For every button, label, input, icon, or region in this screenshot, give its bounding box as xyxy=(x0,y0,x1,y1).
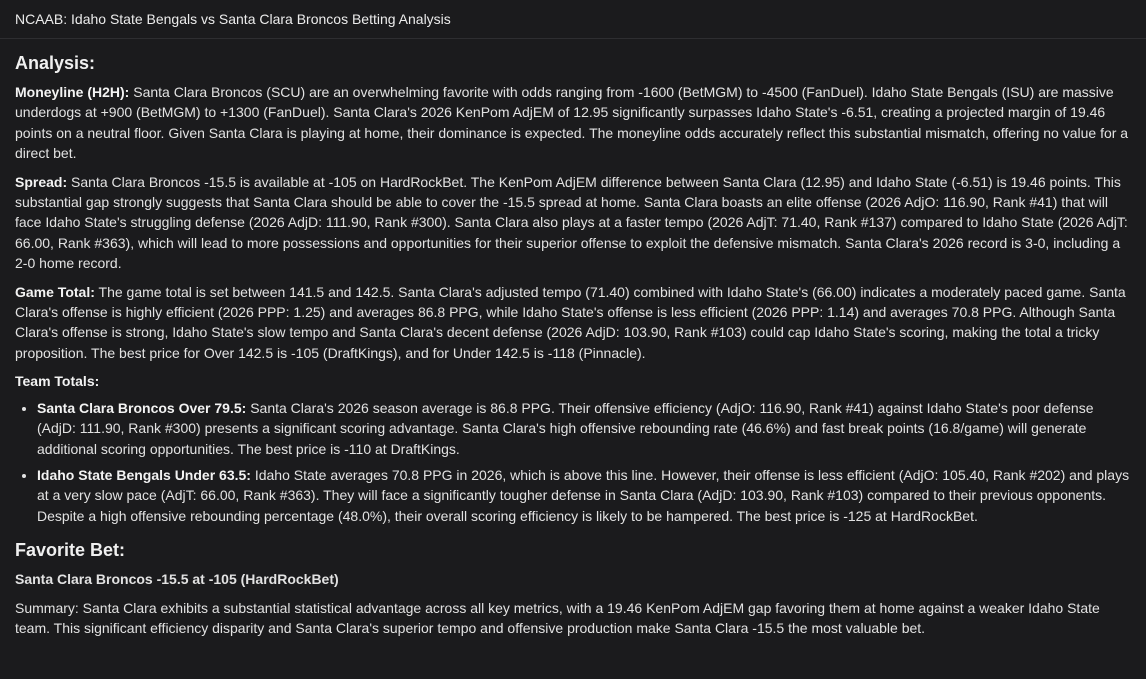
analysis-heading: Analysis: xyxy=(15,53,96,73)
team-totals-list xyxy=(15,398,1131,526)
page-header xyxy=(0,0,1146,39)
favorite-bet-heading: Favorite Bet: xyxy=(15,540,126,561)
spread-paragraph xyxy=(15,172,1131,274)
team-totals-label: Team Totals: xyxy=(15,373,100,390)
spread-label: Spread: xyxy=(15,173,68,190)
analysis-content xyxy=(0,52,1146,638)
page-title: NCAAB: Idaho State Bengals vs Santa Clara Broncos Betting Analysis xyxy=(15,11,451,27)
list-item xyxy=(37,465,1131,526)
game-total-text: The game total is set between 141.5 and 142.5. Santa Clara's adjusted tempo (71.40) combined with Idaho State's (66.00) indicates a moderately paced game. Santa Clara's offense is highly efficient (2026 PPP: 1.25) and averages 86.8 PPG, while Idaho State's offense is less efficient (2026 PPP: 1.14) and averages 70.8 PPG. Although Santa Clara's offense is strong, Idaho State's slow tempo and Santa Clara's decent defense (2026 AdjD: 103.90, Rank #103) could cap Idaho State's scoring, making the total a tricky proposition. The best price for Over 142.5 is -105 (DraftKings), and for Under 142.5 is -118 (Pinnacle). xyxy=(15,283,1126,361)
favorite-bet-title: Santa Clara Broncos -15.5 at -105 (HardRockBet) xyxy=(15,571,339,588)
game-total-paragraph xyxy=(15,282,1131,364)
team-total-label: Santa Clara Broncos Over 79.5: xyxy=(37,399,247,416)
team-total-label: Idaho State Bengals Under 63.5: xyxy=(37,466,251,483)
favorite-bet-summary: Summary: Santa Clara exhibits a substantial statistical advantage across all key metrics, with a 19.46 KenPom AdjEM gap favoring them at home against a weaker Idaho State team. This significant efficiency disparity and Santa Clara's superior tempo and offensive production make Santa Clara -15.5 the most valuable bet. xyxy=(15,599,1100,636)
list-item xyxy=(37,398,1131,459)
moneyline-label: Moneyline (H2H): xyxy=(15,84,130,100)
team-totals-paragraph xyxy=(15,371,1131,391)
game-total-label: Game Total: xyxy=(15,283,95,300)
moneyline-text: Santa Clara Broncos (SCU) are an overwhelming favorite with odds ranging from -1600 (BetMGM) to -4500 (FanDuel). Idaho State Bengals (ISU) are massive underdogs at +900 (BetMGM) to +1300 (FanDuel). Santa Clara's 2026 KenPom AdjEM of 12.95 significantly surpasses Idaho State's -6.51, creating a projected margin of 19.46 points on a neutral floor. Given Santa Clara is playing at home, their dominance is expected. The moneyline odds accurately reflect this substantial mismatch, offering no value for a direct bet. xyxy=(15,84,1129,162)
spread-text: Santa Clara Broncos -15.5 is available at -105 on HardRockBet. The KenPom AdjEM difference between Santa Clara (12.95) and Idaho State (-6.51) is 19.46 points. This substantial gap strongly suggests that Santa Clara should be able to cover the -15.5 spread at home. Santa Clara boasts an elite offense (2026 AdjO: 116.90, Rank #41) that will face Idaho State's struggling defense (2026 AdjD: 111.90, Rank #300). Santa Clara also plays at a faster tempo (2026 AdjT: 71.40, Rank #137) compared to Idaho State (2026 AdjT: 66.00, Rank #363), which will lead to more possessions and opportunities for their superior offense to exploit the defensive mismatch. Santa Clara's 2026 record is 3-0, including a 2-0 home record. xyxy=(15,173,1128,272)
team-total-text: Santa Clara's 2026 season average is 86.8 PPG. Their offensive efficiency (AdjO: 116.90, Rank #41) against Idaho State's poor defense (AdjD: 111.90, Rank #300) presents a significant scoring advantage. Santa Clara's high offensive rebounding rate (46.6%) and fast break points (16.8/game) will generate additional scoring opportunities. The best price is -110 at DraftKings. xyxy=(37,399,1094,457)
moneyline-paragraph xyxy=(15,82,1131,164)
team-total-text: Idaho State averages 70.8 PPG in 2026, which is above this line. However, their offense is less efficient (AdjO: 105.40, Rank #202) and plays at a very slow pace (AdjT: 66.00, Rank #363). They will face a significantly tougher defense in Santa Clara (AdjD: 103.90, Rank #103) compared to their previous opponents. Despite a high offensive rebounding percentage (48.0%), their overall scoring efficiency is likely to be hampered. The best price is -125 at HardRockBet. xyxy=(37,466,1130,524)
